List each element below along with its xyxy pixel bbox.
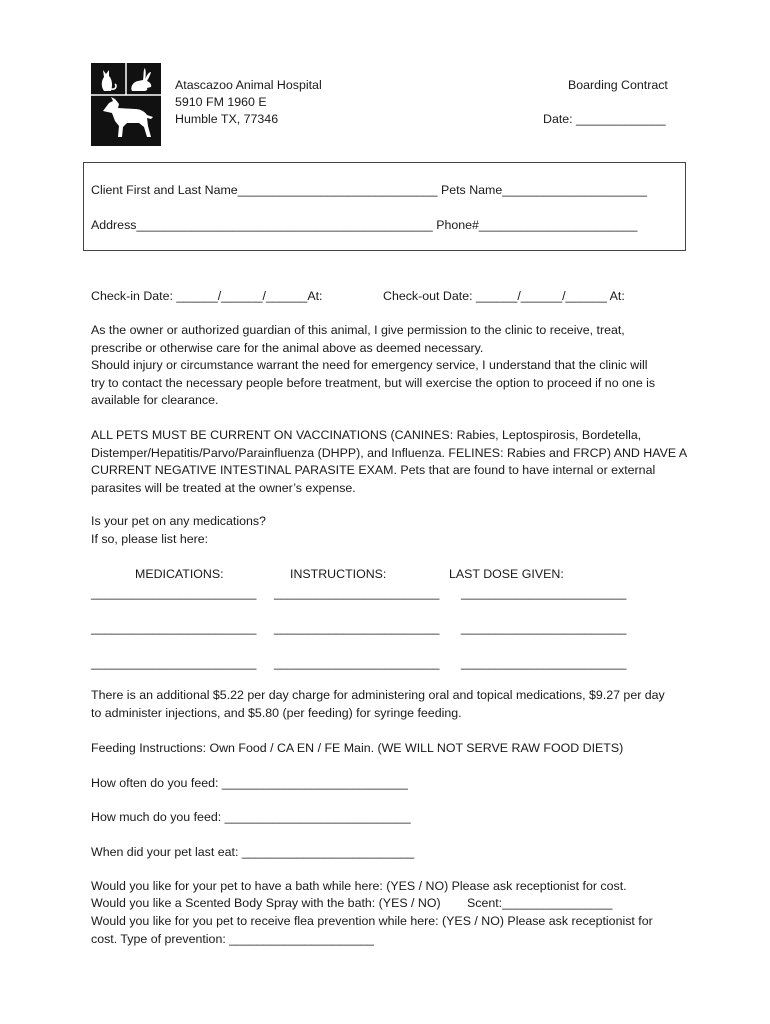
vaccination-line: ALL PETS MUST BE CURRENT ON VACCINATIONS (CANINES: Rabies, Leptospirosis, Bordetella, bbox=[91, 428, 642, 442]
flea-prevention-type-field[interactable]: cost. Type of prevention: _____________________ bbox=[91, 932, 374, 946]
permission-line: prescribe or otherwise care for the animal above as deemed necessary. bbox=[91, 340, 484, 355]
flea-prevention-question[interactable]: Would you like for you pet to receive flea prevention while here: (YES / NO) Please ask receptionist for bbox=[91, 914, 653, 928]
document-title: Boarding Contract bbox=[568, 78, 668, 92]
feed-frequency-field[interactable]: How often do you feed: ___________________________ bbox=[91, 776, 408, 790]
last-dose-blank[interactable]: ________________________ bbox=[461, 656, 627, 670]
medications-question: Is your pet on any medications? bbox=[91, 514, 266, 528]
bath-question[interactable]: Would you like for your pet to have a bath while here: (YES / NO) Please ask receptionist for cost. bbox=[91, 879, 627, 893]
medication-blank[interactable]: ________________________ bbox=[91, 586, 257, 600]
charges-line: There is an additional $5.22 per day charge for administering oral and topical medications, $9.27 per day bbox=[91, 688, 665, 702]
client-info-box bbox=[83, 162, 686, 251]
vaccination-line: parasites will be treated at the owner’s expense. bbox=[91, 480, 356, 495]
feed-amount-field[interactable]: How much do you feed: ___________________________ bbox=[91, 810, 411, 824]
instruction-blank[interactable]: ________________________ bbox=[274, 586, 440, 600]
feeding-instructions: Feeding Instructions: Own Food / CA EN / FE Main. (WE WILL NOT SERVE RAW FOOD DIETS) bbox=[91, 741, 624, 755]
hospital-address-line2: Humble TX, 77346 bbox=[175, 112, 279, 126]
last-dose-blank[interactable]: ________________________ bbox=[461, 586, 627, 600]
client-address-phone-line[interactable]: Address___________________________________________ Phone#_______________________ bbox=[91, 218, 638, 232]
vaccination-line: Distemper/Hepatitis/Parvo/Parainfluenza (DHPP), and Influenza. FELINES: Rabies and FRCP) AND HAVE A bbox=[91, 445, 688, 460]
client-name-pet-name-line[interactable]: Client First and Last Name_____________________________ Pets Name_____________________ bbox=[91, 183, 647, 197]
vaccination-paragraph bbox=[91, 427, 691, 497]
charges-line: to administer injections, and $5.80 (per feeding) for syringe feeding. bbox=[91, 705, 462, 720]
charges-paragraph bbox=[91, 687, 691, 722]
animals-logo-icon bbox=[91, 63, 161, 146]
col-header-medications: MEDICATIONS: bbox=[135, 567, 224, 581]
medication-blank[interactable]: ________________________ bbox=[91, 656, 257, 670]
hospital-logo bbox=[91, 63, 161, 146]
medications-instruction: If so, please list here: bbox=[91, 532, 209, 546]
vaccination-line: CURRENT NEGATIVE INTESTINAL PARASITE EXAM. Pets that are found to have internal or external bbox=[91, 463, 656, 478]
hospital-name: Atascazoo Animal Hospital bbox=[175, 78, 322, 92]
date-field[interactable]: Date: _____________ bbox=[543, 112, 666, 126]
permission-line: try to contact the necessary people before treatment, but will exercise the option to proceed if no one is bbox=[91, 375, 656, 390]
hospital-address-line1: 5910 FM 1960 E bbox=[175, 95, 267, 109]
body-spray-question[interactable]: Would you like a Scented Body Spray with the bath: (YES / NO) bbox=[91, 896, 441, 910]
permission-paragraph bbox=[91, 322, 691, 410]
permission-line: available for clearance. bbox=[91, 393, 219, 408]
checkout-date-field[interactable]: Check-out Date: ______/______/______ At: bbox=[383, 289, 625, 303]
medication-blank[interactable]: ________________________ bbox=[91, 621, 257, 635]
last-meal-field[interactable]: When did your pet last eat: _________________________ bbox=[91, 845, 415, 859]
permission-line: As the owner or authorized guardian of this animal, I give permission to the clinic to receive, treat, bbox=[91, 323, 625, 337]
scent-field[interactable]: Scent:________________ bbox=[467, 896, 613, 910]
last-dose-blank[interactable]: ________________________ bbox=[461, 621, 627, 635]
instruction-blank[interactable]: ________________________ bbox=[274, 621, 440, 635]
col-header-last-dose: LAST DOSE GIVEN: bbox=[449, 567, 564, 581]
permission-line: Should injury or circumstance warrant the need for emergency service, I understand that the clinic will bbox=[91, 358, 648, 373]
checkin-date-field[interactable]: Check-in Date: ______/______/______At: bbox=[91, 289, 323, 303]
col-header-instructions: INSTRUCTIONS: bbox=[290, 567, 387, 581]
instruction-blank[interactable]: ________________________ bbox=[274, 656, 440, 670]
